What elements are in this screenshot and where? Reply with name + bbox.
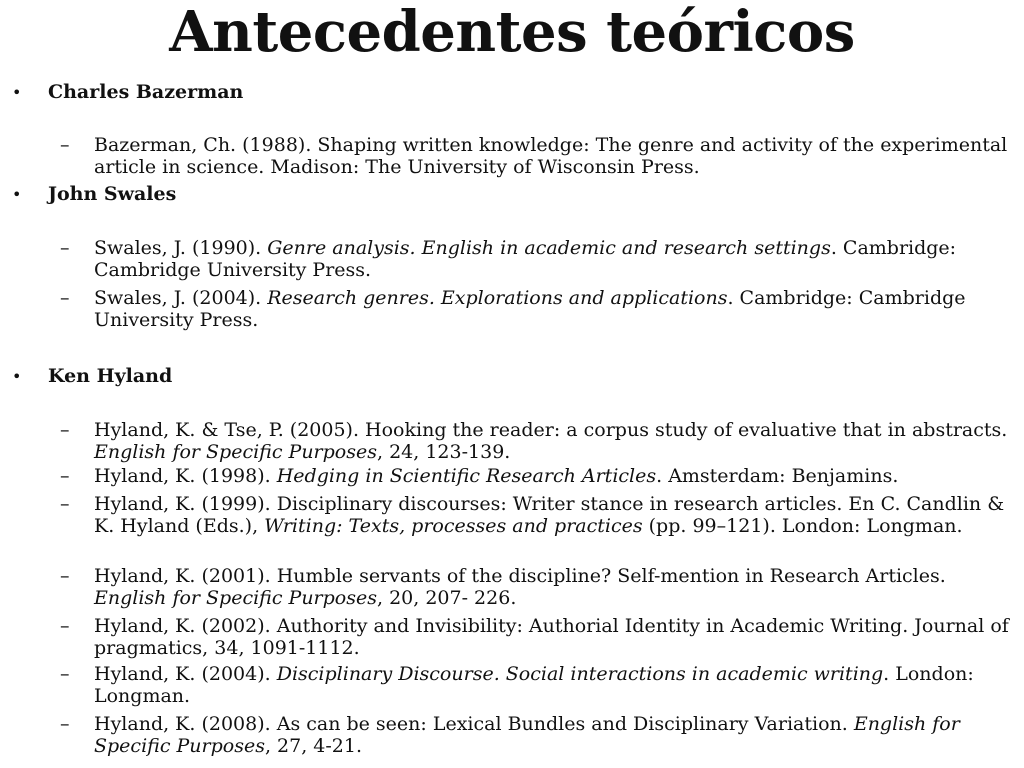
reference-part: . Amsterdam: Benjamins. [656,465,899,487]
reference-item [60,494,1022,537]
reference-text [94,288,1022,331]
reference-part: . London: Longman. [94,663,974,707]
dash-glyph: – [60,713,70,735]
author-name: Charles Bazerman [48,81,244,103]
slide-title: Antecedentes teóricos [169,0,855,65]
dash-glyph: – [60,565,70,587]
reference-part: , 20, 207- 226. [377,586,517,609]
reference-text [94,566,1022,609]
dash-glyph: – [60,493,70,515]
reference-item [60,420,1022,463]
bullet-glyph: • [12,367,22,386]
bullet-glyph: • [12,83,22,102]
reference-part: Hyland, K. (2001). Humble servants of the discipline? Self-mention in Research Articles. [94,565,946,587]
reference-part: Hyland, K. (2008). As can be seen: Lexical Bundles and Disciplinary Variation. [94,713,854,735]
reference-item [60,566,1022,609]
reference-text [94,664,1022,707]
reference-item [60,135,1022,178]
reference-item [60,238,1022,281]
reference-part: Swales, J. (2004). [94,287,268,309]
author-name: John Swales [48,183,177,205]
reference-part: . Cambridge: Cambridge University Press. [94,237,957,281]
reference-text [94,135,1022,178]
reference-italic-part: English for Specific Purposes [94,586,377,609]
reference-italic-part: English for Specific Purposes [94,440,377,463]
dash-glyph: – [60,663,70,685]
dash-glyph: – [60,419,70,441]
reference-part: Hyland, K. & Tse, P. (2005). Hooking the reader: a corpus study of evaluative that in abstracts. [94,419,1008,441]
reference-text [94,616,1022,659]
reference-part: Hyland, K. (2002). Authority and Invisibility: Authorial Identity in Academic Writing. Journal of pragmatics, 34, 1091-1112. [94,615,1009,659]
reference-italic-part: English for Specific Purposes [94,713,960,757]
reference-italic-part: Research genres. Explorations and applications [267,287,728,309]
reference-part: Swales, J. (1990). [94,237,268,259]
reference-part: Hyland, K. (2004). [94,663,277,685]
dash-glyph: – [60,134,70,156]
bullet-glyph: • [12,185,22,204]
reference-text [94,714,1022,757]
reference-part: Hyland, K. (1998). [94,465,277,487]
reference-part: . Cambridge: Cambridge University Press. [94,287,966,331]
reference-part: , 27, 4-21. [264,734,363,757]
bullet-author-hyland [12,364,172,389]
reference-italic-part: Writing: Texts, processes and practices [264,514,643,537]
reference-text [94,466,1022,488]
reference-text [94,420,1022,463]
reference-item [60,466,1022,488]
reference-item [60,288,1022,331]
reference-item [60,714,1022,757]
reference-item [60,616,1022,659]
bullet-author-bazerman [12,80,243,105]
dash-glyph: – [60,465,70,487]
reference-part: Hyland, K. (1999). Disciplinary discourses: Writer stance in research articles. En C. Candlin & K. Hyland (Eds.), [94,493,1005,537]
reference-italic-part: Hedging in Scientific Research Articles [276,465,657,487]
reference-text [94,494,1022,537]
dash-glyph: – [60,287,70,309]
dash-glyph: – [60,615,70,637]
reference-text [94,238,1022,281]
bullet-author-swales [12,182,176,207]
reference-item [60,664,1022,707]
dash-glyph: – [60,237,70,259]
reference-italic-part: Disciplinary Discourse. Social interactions in academic writing [276,663,884,685]
author-name: Ken Hyland [48,365,173,387]
reference-italic-part: Genre analysis. English in academic and research settings [267,237,831,259]
reference-part: (pp. 99–121). London: Longman. [642,514,963,537]
reference-part: Bazerman, Ch. (1988). Shaping written knowledge: The genre and activity of the experimental article in science. Madison: The University of Wisconsin Press. [94,134,1008,178]
reference-part: , 24, 123-139. [377,440,511,463]
